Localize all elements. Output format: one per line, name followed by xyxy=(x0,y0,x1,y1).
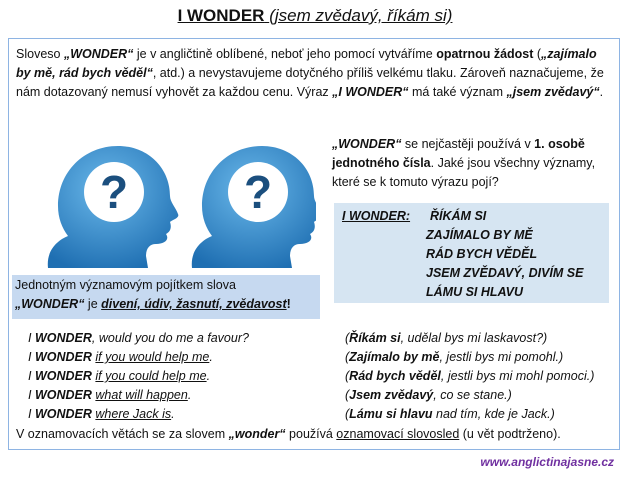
related-text: je xyxy=(84,297,102,311)
meaning-item: ŘÍKÁM SI xyxy=(430,209,487,223)
intro-quote: „zajímalo by mě, rád bych věděl“ xyxy=(16,47,597,80)
intro-text: , atd.) a nevystavujeme dotyčného příliš velkému tlaku. Zároveň naznačujeme, že nám dotazovaný nemusí vyhovět za každou cenu. Výraz xyxy=(16,66,604,99)
rule-underlined: oznamovací slovosled xyxy=(336,427,460,441)
rule-text: (u vět podtrženo). xyxy=(459,427,561,441)
meaning-item: RÁD BYCH VĚDĚL xyxy=(426,247,538,261)
word-order-rule xyxy=(16,427,616,441)
intro-text: Sloveso xyxy=(16,47,64,61)
meaning-item: LÁMU SI HLAVU xyxy=(426,285,523,299)
title-main: I WONDER xyxy=(177,6,265,25)
translation-sentence: (Jsem zvědavý, co se stane.) xyxy=(345,388,512,402)
svg-text:?: ? xyxy=(99,166,129,218)
intro-wonder: „WONDER“ xyxy=(63,47,134,61)
examples-list xyxy=(28,329,318,424)
intro-text: má také význam xyxy=(408,85,507,99)
question-heads-illustration xyxy=(28,132,316,270)
translations-list xyxy=(345,329,615,424)
translation-sentence: (Lámu si hlavu nad tím, kde je Jack.) xyxy=(345,407,555,421)
meaning-item: JSEM ZVĚDAVÝ, DIVÍM SE xyxy=(426,266,584,280)
usage-paragraph xyxy=(332,135,612,192)
example-sentence: I WONDER, would you do me a favour? xyxy=(28,331,249,345)
example-sentence: I WONDER if you would help me. xyxy=(28,350,213,364)
translation-sentence: (Zajímalo by mě, jestli bys mi pomohl.) xyxy=(345,350,564,364)
related-box xyxy=(12,275,320,319)
related-words: divení, údiv, žasnutí, zvědavost xyxy=(101,297,287,311)
usage-text: se nejčastěji používá v xyxy=(401,137,535,151)
page-title xyxy=(0,6,630,26)
usage-wonder: „WONDER“ xyxy=(332,137,402,151)
related-text: ! xyxy=(286,297,291,311)
website-link[interactable]: www.anglictinajasne.cz xyxy=(480,455,614,469)
usage-text: . Jaké jsou všechny významy, které se k tomuto výrazu pojí? xyxy=(332,156,596,189)
rule-text: V oznamovacích větách se za slovem xyxy=(16,427,229,441)
related-text: Jednotným významovým pojítkem slova xyxy=(15,278,236,292)
intro-text: ( xyxy=(533,47,542,61)
meanings-box xyxy=(334,203,609,303)
title-sub: (jsem zvědavý, říkám si) xyxy=(269,6,453,25)
meanings-heading: I WONDER: xyxy=(342,209,411,223)
intro-text: je v angličtině oblíbené, neboť jeho pomocí vytváříme xyxy=(133,47,437,61)
intro-wonder: „I WONDER“ xyxy=(332,85,409,99)
rule-wonder: „wonder“ xyxy=(228,427,286,441)
usage-strong: 1. osobě jednotného čísla xyxy=(332,137,585,170)
intro-quote: „jsem zvědavý“ xyxy=(506,85,600,99)
translation-sentence: (Říkám si, udělal bys mi laskavost?) xyxy=(345,331,548,345)
head-icon xyxy=(192,146,316,268)
example-sentence: I WONDER where Jack is. xyxy=(28,407,175,421)
related-wonder: „WONDER“ xyxy=(15,297,85,311)
example-sentence: I WONDER what will happen. xyxy=(28,388,192,402)
intro-text: . xyxy=(599,85,604,99)
head-icon xyxy=(48,146,179,268)
svg-text:?: ? xyxy=(243,166,273,218)
rule-text: používá xyxy=(285,427,337,441)
meaning-item: ZAJÍMALO BY MĚ xyxy=(426,228,533,242)
intro-strong: opatrnou žádost xyxy=(436,47,534,61)
intro-paragraph xyxy=(16,45,612,102)
translation-sentence: (Rád bych věděl, jestli bys mi mohl pomoci.) xyxy=(345,369,595,383)
example-sentence: I WONDER if you could help me. xyxy=(28,369,211,383)
